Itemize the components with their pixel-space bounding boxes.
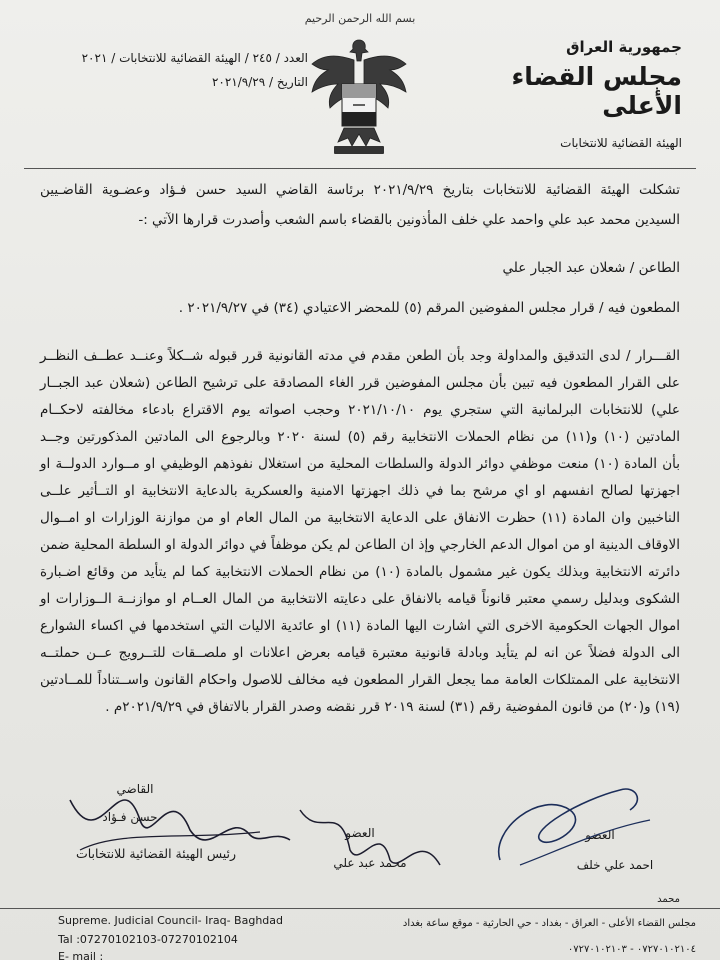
footer-telephone-ar: ٠٧٢٧٠١٠٢١٠٤ - ٠٧٢٧٠١٠٢١٠٣ [567,944,696,955]
header-divider [24,168,696,169]
decision-line: اموال الجهات الحكومية الاخرى التي اشارت اليها المادة (١١) او عائدية الاليات التي استخدمها في اكساء الشوارع [40,618,680,634]
member1-title: العضو [345,826,375,840]
judge-name: حسن فـؤاد [102,810,158,824]
decision-line: على القرار المطعون فيه تبين بأن مجلس المفوضين قرر الغاء المصادقة على ترشيح الطاعن (شعلان عبد الجبــار [40,375,680,391]
decision-line: بأن المادة (١٠) منعت موظفي دوائر الدولة والسلطات المحلية من استغلال نفوذهم الوظيفي او مــوارد الدولــة او [40,456,680,472]
intro-line-2: السيدين محمد عبد علي واحمد علي خلف المأذونين بالقضاء باسم الشعب وأصدرت قرارها الآتي :- [138,212,680,228]
decision-line: الانتخابية على الممتلكات العامة مما يجعل القرار المطعون فيه مخالف للاصول واحكام القانون واســتناداً للمــادتين [40,672,680,688]
judge-title: القاضي [116,782,154,796]
issue-date: التاريخ / ٢٠٢١/٩/٢٩ [211,75,308,89]
footer-divider [0,908,720,909]
decision-line: الناخبين وان المادة (١١) حظرت الانفاق على الدعاية الانتخابية من المال العام او من موازنة الوزارات او امــوال [40,510,680,526]
member2-name: احمد علي خلف [576,858,654,872]
decision-line: علي) للانتخابات البرلمانية التي ستجري يوم ٢٠٢١/١٠/١٠ وحجب اصواته يوم الاقتراع بادعاء مخالفته لاحكــام [40,402,680,418]
footer-address-ar: مجلس القضاء الأعلى - العراق - بغداد - حي الحارثية - موقع ساعة بغداد [402,918,696,929]
corner-note: محمد [657,894,680,905]
letterhead-left [28,46,308,94]
decision-line: القـــرار / لدى التدقيق والمداولة وجد بأن الطعن مقدم في مدته القانونية قرر قبوله شــكلاً وعنــد عطــف النظــر [40,348,680,364]
appellant-line: الطاعن / شعلان عبد الجبار علي [502,260,680,276]
member2-title: العضو [585,828,615,842]
iraq-eagle-emblem-icon [304,34,414,162]
decision-line: (١٩) و(٢٠) من قانون المفوضية رقم (٣١) لسنة ٢٠١٩ قرر نقضه وصدر القرار بالاتفاق في ٢٠٢١/٩/٢٩م . [105,699,680,715]
decision-line: الشكوى وبدليل رسمي معتبر قانوناً قيامه بالانفاق على دعايته الانتخابية من المال العــام او موازنــة الــوزارات او [40,591,680,607]
intro-line-1: تشكلت الهيئة القضائية للانتخابات بتاريخ ٢٠٢١/٩/٢٩ برئاسة القاضي السيد حسن فـؤاد وعضـوية القاضـيين [40,182,680,198]
decision-line: الاوقاف الدينية او من اموال الدعم الخارجي وإذ ان الطاعن لم يكن موظفاً في دوائر الدولة او السلطة المحلية ضمن [40,537,680,553]
country-name: جمهورية العراق [566,38,682,56]
reference-number: العدد / ٢٤٥ / الهيئة القضائية للانتخابات / ٢٠٢١ [81,51,308,65]
decision-line: دائرته الانتخابية وبذلك يكون غير مشمول بالمادة (١٠) من نظام الحملات الانتخابية كما لم يتأيد من وقائع اضـبارة [40,564,680,580]
council-name: مجلس القضاء الأعلى [511,62,682,120]
member1-name: محمد عبد علي [333,856,407,870]
decision-line: المادتين (١٠) و(١١) من نظام الحملات الانتخابية رقم (٥) لسنة ٢٠٢٠ وبالرجوع الى المادتين المذكورتين وجــد [40,429,680,445]
decision-line: اجهزتها لصالح انفسهم او اي مرشح بما في ذلك اجهزتها الامنية والعسكرية بالدعاية الانتخابية او التــأثير علــى [40,483,680,499]
footer-email: E- mail : [58,950,104,960]
judge-role: رئيس الهيئة القضائية للانتخابات [75,846,237,861]
letterhead-right [452,38,682,150]
footer-telephone: Tal :07270102103-07270102104 [58,933,238,946]
decision-line: الى الدولة فضلاً عن انه لم يتأيد وبادلة قانونية معتبرة قيامه بعرض اعلانات او ملصــقات للتــرويج عــن حملتــه [40,645,680,661]
basmala: بسم الله الرحمن الرحيم [304,12,416,25]
footer-org-en: Supreme. Judicial Council- Iraq- Baghdad [58,914,283,927]
commission-name: الهيئة القضائية للانتخابات [560,136,682,150]
appealed-against-line: المطعون فيه / قرار مجلس المفوضين المرقم (٥) للمحضر الاعتيادي (٣٤) في ٢٠٢١/٩/٢٧ . [178,300,680,316]
